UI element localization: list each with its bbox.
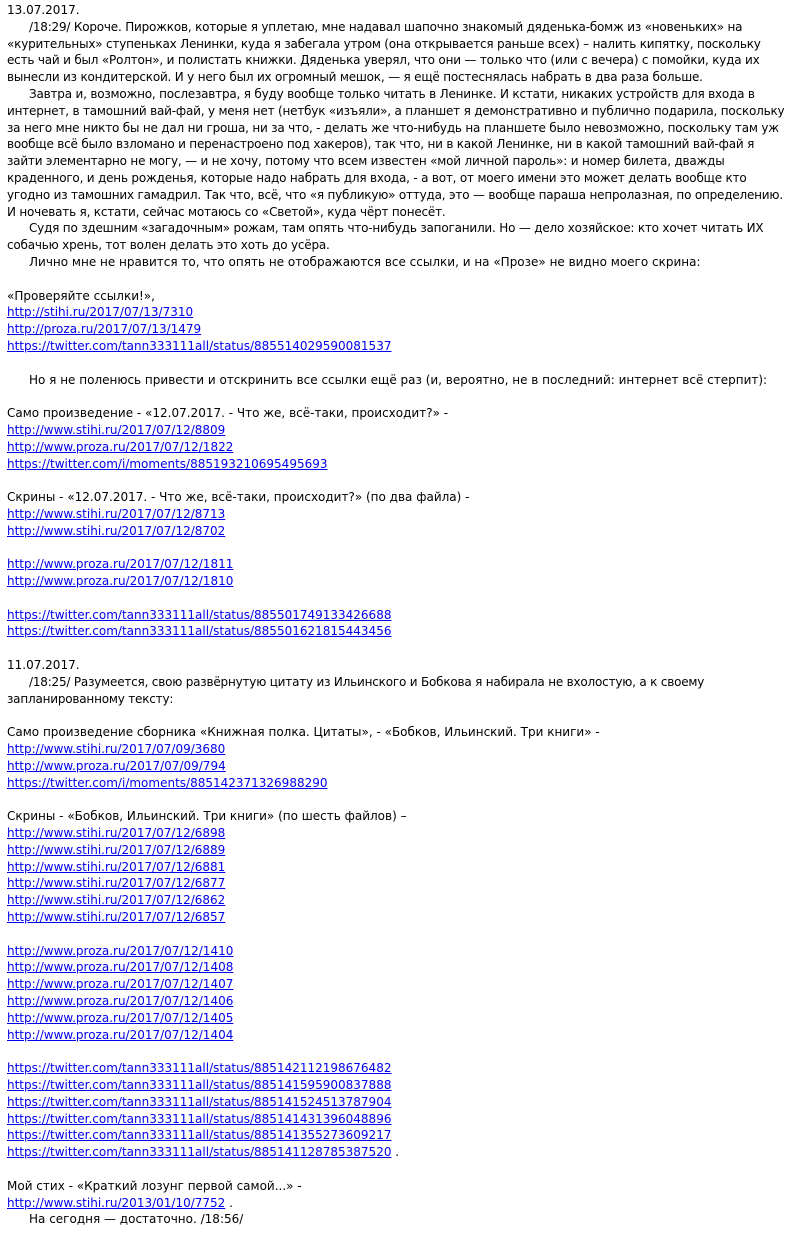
paragraph: /18:29/ Короче. Пирожков, которые я уплетаю, мне надавал шапочно знакомый дяденька-бомж из «новеньких» на «курительных» ступеньках Ленинки, куда я забегала утром (она открывается раньше всех) – налить кипятку, поскольку есть чай и был «Ролтон», и полистать книжки. Дяденька уверял, что они — только что (или с вечера) с помойки, куда их вынесли из кондитерской. И у него был их огромный мешок, — я ещё постеснялась набрать в два раза больше.	[7, 19, 761, 85]
link[interactable]: http://www.stihi.ru/2017/07/12/6877	[7, 876, 226, 891]
entry-date: 13.07.2017.	[7, 3, 80, 17]
link-row	[7, 439, 785, 456]
link-row	[7, 1111, 785, 1128]
link[interactable]: http://www.stihi.ru/2017/07/12/6889	[7, 842, 226, 857]
link-row	[7, 959, 785, 976]
link-row	[7, 607, 785, 624]
section-label: Скрины - «Бобков, Ильинский. Три книги» (по шесть файлов) –	[7, 809, 407, 824]
link-row	[7, 1195, 785, 1212]
link-row	[7, 825, 785, 842]
link[interactable]: http://www.stihi.ru/2017/07/12/8809	[7, 422, 226, 437]
paragraph: Судя по здешним «загадочным» рожам, там опять что-нибудь запоганили. Но — дело хозяйское: кто хочет читать ИХ собачью хрень, тот волен делать это хоть до усёра.	[7, 221, 764, 253]
link[interactable]: https://twitter.com/tann333111all/status/885142112198676482	[7, 1061, 392, 1076]
link[interactable]: https://twitter.com/tann333111all/status/885514029590081537	[7, 338, 392, 353]
link-row	[7, 909, 785, 926]
link-row	[7, 422, 785, 439]
link[interactable]: http://www.stihi.ru/2017/07/09/3680	[7, 742, 226, 757]
link[interactable]: http://www.proza.ru/2017/07/12/1810	[7, 574, 234, 589]
link[interactable]: http://www.stihi.ru/2017/07/12/6881	[7, 859, 226, 874]
link[interactable]: http://www.proza.ru/2017/07/12/1410	[7, 943, 234, 958]
link-row	[7, 976, 785, 993]
paragraph: Но я не поленюсь привести и отскринить все ссылки ещё раз (и, вероятно, не в последний: интернет всё стерпит):	[29, 372, 768, 387]
link-row	[7, 1094, 785, 1111]
link-row	[7, 321, 785, 338]
link[interactable]: http://www.proza.ru/2017/07/12/1408	[7, 960, 234, 975]
link[interactable]: https://twitter.com/i/moments/885142371326988290	[7, 775, 328, 790]
link-row	[7, 456, 785, 473]
link-row	[7, 943, 785, 960]
link[interactable]: https://twitter.com/i/moments/885193210695495693	[7, 456, 328, 471]
spacer	[7, 540, 785, 557]
link-row	[7, 859, 785, 876]
spacer	[7, 1043, 785, 1060]
spacer	[7, 271, 785, 288]
link[interactable]: http://www.stihi.ru/2017/07/12/8702	[7, 523, 226, 538]
section-label: Скрины - «12.07.2017. - Что же, всё-таки, происходит?» (по два файла) -	[7, 490, 470, 505]
link[interactable]: https://twitter.com/tann333111all/status/885501621815443456	[7, 624, 392, 639]
paragraph: Лично мне не нравится то, что опять не отображаются все ссылки, и на «Прозе» не видно моего скрина:	[29, 254, 701, 269]
spacer	[7, 388, 785, 405]
spacer	[7, 791, 785, 808]
link[interactable]: http://www.stihi.ru/2017/07/12/6898	[7, 826, 226, 841]
spacer	[7, 640, 785, 657]
section-label: Мой стих - «Краткий лозунг первой самой...» -	[7, 1178, 302, 1193]
link[interactable]: https://twitter.com/tann333111all/status/885141355273609217	[7, 1128, 392, 1143]
link-row	[7, 1060, 785, 1077]
link[interactable]: https://twitter.com/tann333111all/status/885141128785387520	[7, 1145, 392, 1160]
spacer	[7, 472, 785, 489]
section-label: «Проверяйте ссылки!»,	[7, 288, 155, 303]
link-row	[7, 573, 785, 590]
link-row	[7, 523, 785, 540]
link-row	[7, 741, 785, 758]
link[interactable]: http://www.proza.ru/2017/07/09/794	[7, 758, 226, 773]
link-row	[7, 623, 785, 640]
spacer	[7, 926, 785, 943]
link[interactable]: http://www.stihi.ru/2017/07/12/6857	[7, 910, 226, 925]
link-row	[7, 1077, 785, 1094]
link[interactable]: http://www.proza.ru/2017/07/12/1822	[7, 439, 234, 454]
link-row	[7, 1144, 785, 1161]
period: .	[395, 1145, 400, 1160]
link[interactable]: https://twitter.com/tann333111all/status/885141595900837888	[7, 1078, 392, 1092]
link-row	[7, 304, 785, 321]
paragraph: Завтра и, возможно, послезавтра, я буду вообще только читать в Ленинке. И кстати, никаких устройств для входа в интернет, в тамошний вай-фай, у меня нет (нетбук «изъяли», а планшет я демонстративно и публично подарила, поскольку за него мне никто бы не дал ни гроша, ни за что, - делать же что-нибудь на планшете было невозможно, поскольку там уж вообще всё было взломано и перенастроено под хакеров), так что, ни в какой Ленинке, ни в какой тамошний вай-фай я зайти элементарно не могу, — и не хочу, потому что всем известен «мой личной пароль»: и номер билета, дважды краденного, и день рожденья, которые надо набрать для входа, - а вот, от моего имени это может делать вообще кто угодно из тамошних гамадрил. Так что, всё, что «я публикую» оттуда, это — вообще параша непролазная, по определению. И ночевать я, кстати, сейчас мотаюсь со «Светой», куда чёрт понесёт.	[7, 86, 785, 219]
link[interactable]: http://www.stihi.ru/2017/07/12/6862	[7, 893, 226, 908]
spacer	[7, 355, 785, 372]
link-row	[7, 875, 785, 892]
link[interactable]: http://proza.ru/2017/07/13/1479	[7, 322, 202, 337]
spacer	[7, 1161, 785, 1178]
link-row	[7, 993, 785, 1010]
link[interactable]: http://www.proza.ru/2017/07/12/1405	[7, 1010, 234, 1025]
link-row	[7, 506, 785, 523]
entry-date: 11.07.2017.	[7, 658, 80, 673]
link-row	[7, 758, 785, 775]
section-label: Само произведение - «12.07.2017. - Что же, всё-таки, происходит?» -	[7, 406, 449, 421]
link-row	[7, 892, 785, 909]
link-row	[7, 1027, 785, 1044]
period: .	[229, 1195, 233, 1210]
link[interactable]: https://twitter.com/tann333111all/status/885141431396048896	[7, 1111, 392, 1126]
link[interactable]: http://www.stihi.ru/2017/07/12/8713	[7, 506, 226, 521]
link[interactable]: http://stihi.ru/2017/07/13/7310	[7, 305, 194, 320]
link-row	[7, 1010, 785, 1027]
link[interactable]: http://www.proza.ru/2017/07/12/1811	[7, 557, 234, 572]
paragraph: /18:25/ Разумеется, свою развёрнутую цитату из Ильинского и Бобкова я набирала не вхолостую, а к своему запланированному тексту:	[7, 674, 705, 706]
link-row	[7, 1127, 785, 1144]
spacer	[7, 590, 785, 607]
link-row	[7, 775, 785, 792]
link[interactable]: http://www.proza.ru/2017/07/12/1406	[7, 994, 234, 1009]
link[interactable]: http://www.stihi.ru/2013/01/10/7752	[7, 1195, 226, 1210]
closing-line: На сегодня — достаточно. /18:56/	[29, 1212, 244, 1227]
link[interactable]: https://twitter.com/tann333111all/status/885141524513787904	[7, 1094, 392, 1109]
link-row	[7, 842, 785, 859]
link[interactable]: http://www.proza.ru/2017/07/12/1404	[7, 1027, 234, 1042]
link-row	[7, 338, 785, 355]
link[interactable]: http://www.proza.ru/2017/07/12/1407	[7, 977, 234, 992]
link[interactable]: https://twitter.com/tann333111all/status/885501749133426688	[7, 607, 392, 622]
spacer	[7, 707, 785, 724]
section-label: Само произведение сборника «Книжная полка. Цитаты», - «Бобков, Ильинский. Три книги» -	[7, 725, 600, 740]
link-row	[7, 556, 785, 573]
